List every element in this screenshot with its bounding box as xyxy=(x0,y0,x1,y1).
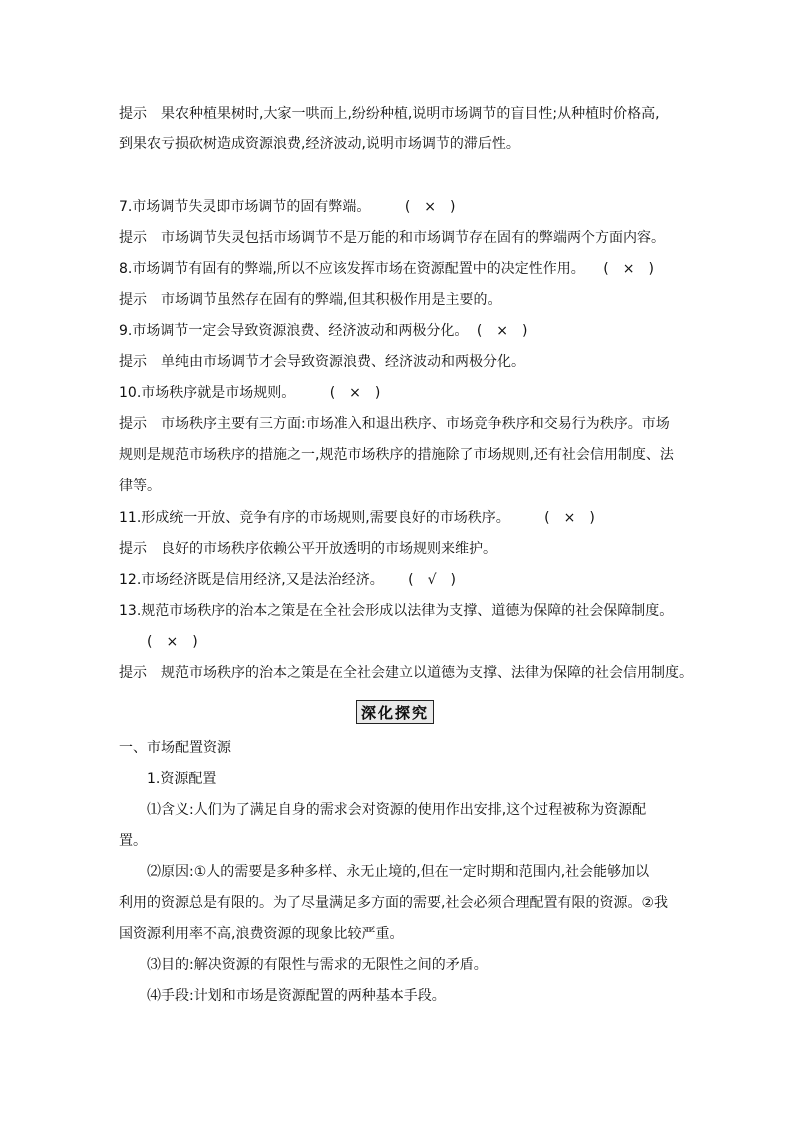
answer-mark: ( × ) xyxy=(329,385,381,401)
hint-line: 提示 果农种植果树时,大家一哄而上,纷纷种植,说明市场调节的盲目性;从种植时价格高, xyxy=(119,106,660,122)
answer-mark: ( × ) xyxy=(147,634,198,650)
hint-line: 提示 市场调节虽然存在固有的弊端,但其积极作用是主要的。 xyxy=(119,292,502,308)
hint-line: 律等。 xyxy=(119,478,161,494)
hint-line: 到果农亏损砍树造成资源浪费,经济波动,说明市场调节的滞后性。 xyxy=(119,136,520,152)
paragraph-purpose: ⑶目的:解决资源的有限性与需求的无限性之间的矛盾。 xyxy=(147,957,488,973)
hint-line: 提示 良好的市场秩序依赖公平开放透明的市场规则来维护。 xyxy=(119,541,497,557)
question-text: 9.市场调节一定会导致资源浪费、经济波动和两极分化。 xyxy=(119,323,469,339)
hint-line: 提示 市场秩序主要有三方面:市场准入和退出秩序、市场竞争秩序和交易行为秩序。市场 xyxy=(119,416,670,432)
hint-line: 提示 单纯由市场调节才会导致资源浪费、经济波动和两极分化。 xyxy=(119,354,525,370)
paragraph-reason-cont: 国资源利用率不高,浪费资源的现象比较严重。 xyxy=(119,926,404,942)
hint-line: 提示 市场调节失灵包括市场调节不是万能的和市场调节存在固有的弊端两个方面内容。 xyxy=(119,230,665,246)
question-10 xyxy=(119,383,689,403)
paragraph-reason-cont: 利用的资源总是有限的。为了尽量满足多方面的需要,社会必须合理配置有限的资源。②我 xyxy=(119,895,668,911)
question-text: 11.形成统一开放、竞争有序的市场规则,需要良好的市场秩序。 xyxy=(119,510,510,526)
answer-mark: ( × ) xyxy=(404,199,456,215)
question-text: 7.市场调节失灵即市场调节的固有弊端。 xyxy=(119,199,371,215)
question-7 xyxy=(119,197,689,217)
answer-mark: ( × ) xyxy=(476,323,528,339)
subheading-resource-allocation: 1.资源配置 xyxy=(147,771,217,787)
hint-line: 提示 规范市场秩序的治本之策是在全社会建立以道德为支撑、法律为保障的社会信用制度。 xyxy=(119,665,693,681)
question-13: 13.规范市场秩序的治本之策是在全社会形成以法律为支撑、道德为保障的社会保障制度。 xyxy=(119,603,674,619)
section-heading xyxy=(356,700,434,724)
answer-mark: ( × ) xyxy=(603,261,654,277)
question-8 xyxy=(119,259,689,279)
paragraph-meaning-cont: 置。 xyxy=(119,833,147,849)
question-9 xyxy=(119,321,689,341)
question-text: 12.市场经济既是信用经济,又是法治经济。 xyxy=(119,572,384,588)
answer-mark: ( × ) xyxy=(544,510,595,526)
question-12 xyxy=(119,570,689,590)
question-text: 10.市场秩序就是市场规则。 xyxy=(119,385,296,401)
answer-mark: ( √ ) xyxy=(408,572,457,588)
heading-market-allocation: 一、市场配置资源 xyxy=(119,740,231,756)
question-11 xyxy=(119,508,689,528)
hint-line: 规则是规范市场秩序的措施之一,规范市场秩序的措施除了市场规则,还有社会信用制度、法 xyxy=(119,447,674,463)
paragraph-means: ⑷手段:计划和市场是资源配置的两种基本手段。 xyxy=(147,988,446,1004)
section-heading-badge: 深化探究 xyxy=(356,700,434,724)
question-text: 8.市场调节有固有的弊端,所以不应该发挥市场在资源配置中的决定性作用。 xyxy=(119,261,585,277)
paragraph-reason: ⑵原因:①人的需要是多种多样、永无止境的,但在一定时期和范围内,社会能够加以 xyxy=(147,864,650,880)
paragraph-meaning: ⑴含义:人们为了满足自身的需求会对资源的使用作出安排,这个过程被称为资源配 xyxy=(147,802,647,818)
